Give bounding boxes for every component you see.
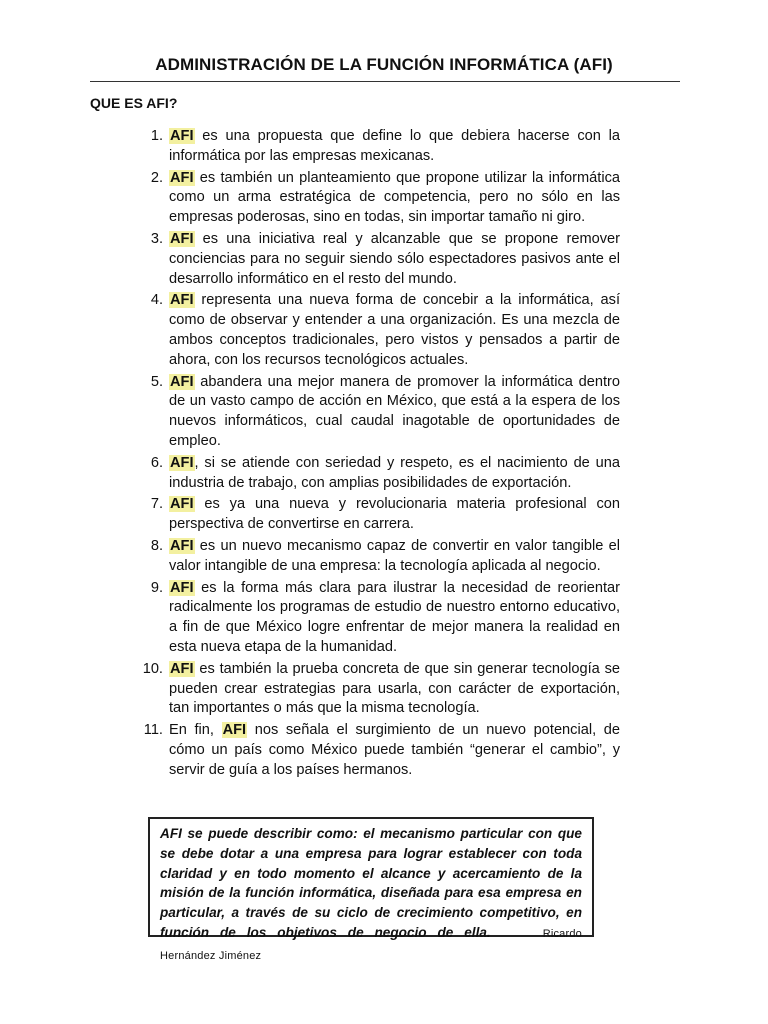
list-item bbox=[130, 127, 620, 167]
item-text: es la forma más clara para ilustrar la necesidad de reorientar radicalmente los programas de estudio de nuestro entorno educativo, a fin de que México logre enfrentar de mejor manera la realidad en esta nueva etapa de la humanidad. bbox=[169, 579, 620, 655]
list-item bbox=[130, 169, 620, 228]
section-heading: QUE ES AFI? bbox=[90, 95, 178, 111]
item-text: es ya una nueva y revolucionaria materia profesional con perspectiva de convertirse en carrera. bbox=[169, 496, 620, 533]
list-item bbox=[130, 721, 620, 780]
list-item bbox=[130, 537, 620, 577]
title-divider bbox=[90, 81, 680, 82]
item-number: 9. bbox=[150, 579, 163, 596]
afi-keyword-highlight: AFI bbox=[170, 128, 194, 144]
quote-author: Ricardo Hernández Jiménez bbox=[160, 927, 582, 962]
afi-keyword-highlight: AFI bbox=[170, 292, 194, 309]
list-item bbox=[130, 230, 620, 289]
item-number: 5. bbox=[150, 373, 163, 390]
item-text: nos señala el surgimiento de un nuevo potencial, de cómo un país como México puede también “generar el cambio”, y servir de guía a los países hermanos. bbox=[169, 722, 620, 778]
item-number: 8. bbox=[150, 537, 163, 554]
item-text: es también un planteamiento que propone utilizar la informática como un arma estratégica de competencia, pero no sólo en las empresas poderosas, sino en todas, sin importar tamaño ni giro. bbox=[169, 169, 620, 226]
document-title: ADMINISTRACIÓN DE LA FUNCIÓN INFORMÁTICA (AFI) bbox=[155, 55, 613, 74]
list-item bbox=[130, 373, 620, 452]
item-prefix: En fin, bbox=[169, 722, 222, 739]
item-number: 4. bbox=[150, 292, 163, 309]
afi-keyword-highlight: AFI bbox=[170, 537, 194, 554]
afi-keyword-highlight: AFI bbox=[170, 169, 194, 186]
afi-keyword-highlight: AFI bbox=[170, 579, 194, 596]
list-item bbox=[130, 660, 620, 719]
quote-text-block bbox=[160, 824, 582, 967]
item-number: 7. bbox=[150, 496, 163, 513]
item-number: 3. bbox=[150, 230, 163, 247]
afi-keyword-highlight: AFI bbox=[170, 454, 194, 471]
item-text: abandera una mejor manera de promover la informática dentro de un vasto campo de acción en México, que está a la espera de los nuevos informáticos, cual caudal inagotable de oportunidades de empleo. bbox=[169, 373, 620, 449]
list-item bbox=[130, 454, 620, 494]
item-number: 6. bbox=[150, 454, 163, 471]
afi-keyword-highlight: AFI bbox=[170, 373, 194, 390]
definition-quote-box bbox=[148, 817, 594, 962]
afi-keyword-highlight: AFI bbox=[170, 660, 194, 677]
item-number: 11. bbox=[143, 722, 163, 739]
item-number: 10. bbox=[142, 660, 163, 677]
item-text: es también la prueba concreta de que sin generar tecnología se pueden crear estrategias para usarla, con carácter de exportación, tan importantes o más que la misma tecnología. bbox=[169, 660, 620, 717]
item-text: , si se atiende con seriedad y respeto, es el nacimiento de una industria de trabajo, con amplias posibilidades de exportación. bbox=[169, 454, 620, 491]
list-item bbox=[130, 579, 620, 658]
afi-keyword-highlight: AFI bbox=[170, 230, 194, 247]
item-text: representa una nueva forma de concebir a la informática, así como de observar y entender a una organización. Es una mezcla de ambos conceptos tradicionales, pero vistos y pensados a partir de ahora, con los recursos tecnológicos actuales. bbox=[169, 292, 620, 368]
item-number: 1. bbox=[150, 128, 163, 144]
item-text: es una propuesta que define lo que debiera hacerse con la informática por las empresas mexicanas. bbox=[169, 128, 620, 164]
list-item bbox=[130, 291, 620, 370]
quote-text: AFI se puede describir como: el mecanismo particular con que se debe dotar a una empresa para lograr establecer con toda claridad y en todo momento el alcance y acercamiento de la misión de la función informática, diseñada para esa empresa en particular, a través de su ciclo de crecimiento competitivo, en función de los objetivos de negocio de ella. bbox=[160, 826, 582, 940]
afi-keyword-highlight: AFI bbox=[170, 496, 194, 513]
afi-keyword-highlight: AFI bbox=[222, 722, 247, 739]
item-text: es una iniciativa real y alcanzable que se propone remover conciencias para no seguir siendo sólo espectadores pasivos ante el desarrollo informático en el resto del mundo. bbox=[169, 230, 620, 287]
list-item bbox=[130, 495, 620, 535]
afi-definition-list bbox=[130, 127, 620, 783]
item-text: es un nuevo mecanismo capaz de convertir en valor tangible el valor intangible de una empresa: la tecnología aplicada al negocio. bbox=[169, 537, 620, 574]
item-number: 2. bbox=[150, 169, 163, 186]
